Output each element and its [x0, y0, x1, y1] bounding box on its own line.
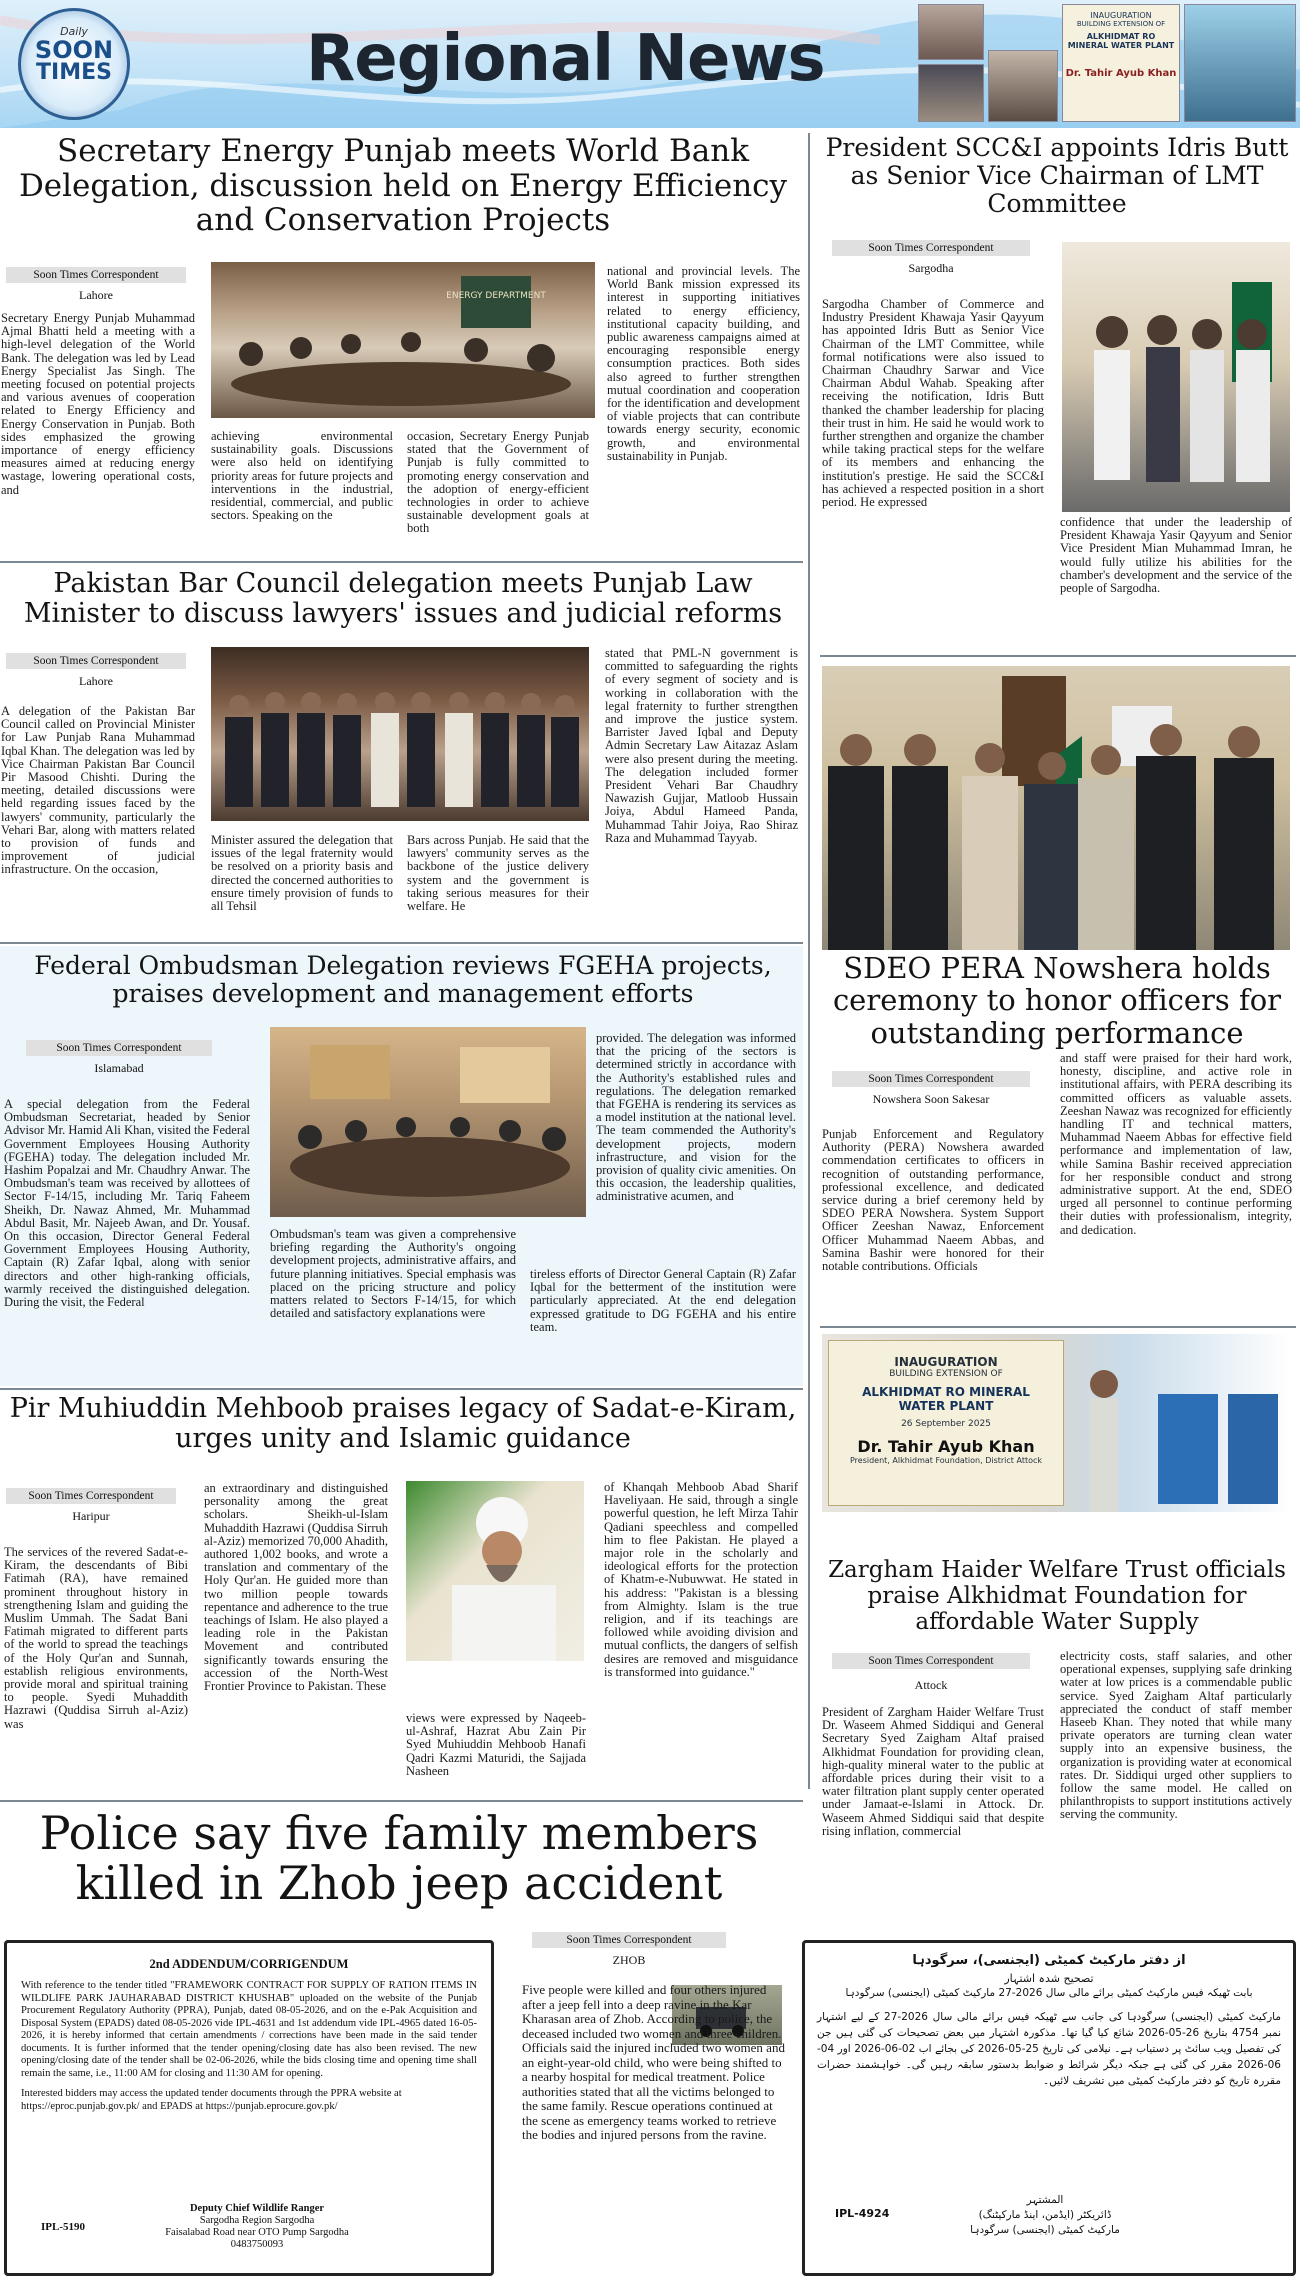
article-text: national and provincial levels. The World Bank mission expressed its interest in supporting initiatives related to energy efficiency, institutional capacity building, and public awareness campaigns aimed at encouraging responsible energy consumption practices. Both sides also agreed to further strengthen mutual coordination and cooperation for the identification and development of viable projects that can contribute towards energy security, economic growth, and environmental sustainability in Punjab.: [607, 265, 800, 463]
byline-correspondent: Soon Times Correspondent: [832, 1071, 1030, 1087]
headline-ombudsman: Federal Ombudsman Delegation reviews FGEHA projects, praises development and management efforts: [34, 951, 772, 1008]
photo-energy-meeting: [211, 262, 595, 418]
ad-signature: [157, 2203, 357, 2251]
ad-title: 2nd ADDENDUM/CORRIGENDUM: [149, 1957, 349, 1971]
article-text: Bars across Punjab. He said that the lawyers' community serves as the backbone of the justice delivery system and the government is taking serious measures for their welfare. He: [407, 834, 589, 914]
section-divider: [0, 942, 803, 944]
plaque-subtitle: President, Alkhidmat Foundation, District Attock: [849, 1456, 1043, 1465]
photo-alkhidmat-plant: [822, 1334, 1292, 1512]
article-text: stated that PML-N government is committed to safeguarding the rights of every segment of society and is working in collaboration with the legal fraternity to further strengthen and improve the justice system. Barrister Javed Iqbal and Deputy Admin Secretary Law Aitazaz Aslam were also present during the meeting. The delegation included former President Vehari Bar Chaudhry Nawazish Gujjar, Matloob Hussain Joiya, Abdul Hameed Panda, Muhammad Tahir Joiya, Rao Shiraz Raza and Muhammad Tayyab.: [605, 647, 798, 845]
tender-advertisement: [4, 1940, 494, 2276]
byline-correspondent: Soon Times Correspondent: [6, 653, 186, 669]
ceremony-illustration: [822, 666, 1290, 950]
byline-correspondent: Soon Times Correspondent: [26, 1040, 212, 1056]
ombudsman-meeting-illustration: [270, 1027, 586, 1217]
photo-bar-council: [211, 647, 589, 821]
ad-sig-line-2: Sargodha Region Sargodha: [199, 2215, 315, 2226]
article-text: of Khanqah Mehboob Abad Sharif Haveliyaan. He said, through a single powerful question, he left Mirza Tahir Qadiani speechless and compelled him to flee Pakistan. He played a major role in the scholarly and ideological efforts for the protection of Khatm-e-Nubuwwat. He stated in his address: "Pakistan is a blessing from Almighty. Islam is the true religion, and if its teachings are followed while avoiding division and mutual conflicts, the dangers of selfish desires are removed and misguidance is transformed into guidance.": [604, 1481, 798, 1679]
article-text: achieving environmental sustainability goals. Discussions were also held on identifying priority areas for future projects and interventions in the industrial, residential, commercial, and public sectors. Speaking on the: [211, 430, 393, 523]
scholar-illustration: [406, 1481, 584, 1661]
column-divider: [808, 133, 810, 1789]
article-text: A special delegation from the Federal Ombudsman Secretariat, headed by Senior Advisor Mr. Hamid Ali Khan, visited the Federal Government Employees Housing Authority (FGEHA) today. The delegation included Mr. Hashim Popalzai and Mr. Chaudhry Anwar. The Ombudsman's team was received by allottees of Sector F-14/15, including Mr. Tariq Faheem Sheikh, Dr. Nawaz Ahmed, Mr. Muhammad Abdul Basit, Mr. Najeeb Awan, and Dr. Yousaf. On this occasion, Director General Federal Government Employees Housing Authority, Captain (R) Zafar Iqbal, along with senior directors and other high-ranking officials, warmly received the distinguished delegation. During the visit, the Federal: [4, 1098, 250, 1310]
dateline: ZHOB: [612, 1953, 646, 1967]
masthead: [0, 0, 1300, 128]
logo-daily: Daily: [60, 25, 88, 38]
byline-correspondent: Soon Times Correspondent: [832, 1653, 1030, 1669]
urdu-ad-sig-1: المشتہر: [1026, 2194, 1064, 2206]
byline-correspondent: Soon Times Correspondent: [832, 240, 1030, 256]
section-divider: [0, 1800, 803, 1802]
ad-sig-phone: 0483750093: [230, 2239, 284, 2250]
urdu-ad-line-1: از دفتر مارکیٹ کمیٹی (ایجنسی)، سرگودہا: [912, 1953, 1186, 1968]
masthead-photo-1: [918, 4, 984, 60]
article-text: occasion, Secretary Energy Punjab stated that the Government of Punjab is fully committed to promoting energy conservation and the adoption of energy-efficient technologies in order to achieve sustainable development goals at both: [407, 430, 589, 536]
ad-sig-title: Deputy Chief Wildlife Ranger: [189, 2203, 325, 2214]
dateline: Haripur: [72, 1509, 110, 1523]
plaque-name: Dr. Tahir Ayub Khan: [857, 1437, 1035, 1456]
headline-scci: President SCC&I appoints Idris Butt as Senior Vice Chairman of LMT Committee: [825, 133, 1289, 218]
masthead-photo-3: [988, 50, 1058, 122]
headline-zargham: Zargham Haider Welfare Trust officials praise Alkhidmat Foundation for affordable Water Supply: [828, 1557, 1286, 1635]
ad-sig-line-3: Faisalabad Road near OTO Pump Sargodha: [165, 2227, 349, 2238]
article-text: Sargodha Chamber of Commerce and Industry President Khawaja Yasir Qayyum has appointed Idris Butt as Senior Vice Chairman of the LMT Committee, while formal notifications were also issued to Chairman Chaudhry Sarwar and Vice Chairman Abdul Wahab. Speaking after receiving the notification, Idris Butt thanked the chamber leadership for placing their trust in him. He said he would work to further strengthen and organize the chamber while taking practical steps for the welfare of its members and enhancing the institution's prestige. He said the SCC&I has achieved a respected position in a short period. He expressed: [822, 298, 1044, 510]
meeting-illustration: [211, 262, 595, 418]
promo-line-3: ALKHIDMAT RO MINERAL WATER PLANT: [1067, 32, 1175, 50]
logo-times: TIMES: [36, 60, 112, 85]
section-divider: [820, 1326, 1296, 1328]
article-text: provided. The delegation was informed that the pricing of the sectors is determined strictly in accordance with the Authority's established rules and regulations. The delegation remarked that FGEHA is rendering its services as a model institution at the national level. The team commended the Authority's development projects, modern infrastructure, and vision for the provision of quality civic amenities. On this occasion, the leadership qualities, administrative acumen, and: [596, 1032, 796, 1204]
promo-line-1: INAUGURATION: [1090, 11, 1152, 20]
article-text: Punjab Enforcement and Regulatory Authority (PERA) Nowshera awarded commendation certificates to officers in recognition of outstanding performance, professional excellence, and dedicated service during a brief ceremony held by SDEO PERA Nowshera. System Support Officer Zeeshan Nawaz, Enforcement Officer Muhammad Naeem Abbas, and Samina Bashir were honored for their notable contributions. Officials: [822, 1128, 1044, 1274]
urdu-ad-line-3: بابت ٹھیکہ فیس مارکیٹ کمیٹی برائے مالی سال 2026-27 مارکیٹ کمیٹی (ایجنسی) سرگودہا: [845, 1987, 1253, 1999]
headline-pir-muhiuddin: Pir Muhiuddin Mehboob praises legacy of Sadat-e-Kiram, urges unity and Islamic guidance: [9, 1393, 797, 1455]
article-text: A delegation of the Pakistan Bar Council called on Provincial Minister for Law Punjab Rana Muhammad Iqbal Khan. The delegation was led by Vice Chairman Pakistan Bar Council Pir Masood Chishti. During the meeting, detailed discussions were held regarding issues faced by the lawyers' community, particularly the Vehari Bar, along with matters related to provision of funds and improvement of judicial infrastructure. On the occasion,: [1, 705, 195, 877]
urdu-ad-sig-2: ڈائریکٹر (ایڈمن، اینڈ مارکیٹنگ): [978, 2209, 1112, 2221]
ad-body: With reference to the tender titled "FRAMEWORK CONTRACT FOR SUPPLY OF RATION ITEMS IN WILDLIFE PARK JAUHARABAD DISTRICT KHUSHAB" uploaded on the website of the Punjab Procurement Regulatory Authority (PPRA), Punjab, dated 08-05-2026, and on the e-Pak Acquisition and Disposal System (EPADS) dated 08-05-2026 vide IPL-4631 and 1st addendum vide IPL-4965 dated 16-05-2026, it is hereby informed that certain amendments / corrections have been made in the said tender documents. It is further informed that the tender opening/closing date has also been revised. The new opening/closing date of the tender shall be 02-06-2026, while the bids closing time and opening time shall remain the same, i.e., 11:00 AM for closing and 11:30 AM for opening.: [21, 1980, 477, 2079]
urdu-ad-body: مارکیٹ کمیٹی (ایجنسی) سرگودہا کی جانب سے ٹھیکہ فیس برائے مالی سال 2026-27 کے لیے اشتہار نمبر 4754 بتاریخ 26-05-2026 شائع کیا گیا تھا۔ مذکورہ اشتہار میں بعض تصحیحات کی گئی ہیں جن کی تفصیل ویب سائٹ پر دستیاب ہے۔ نیلامی کی تاریخ 25-05-2026 کی بجائے اب 02-06-2026 اور 04-06-2026 مقرر کی گئی ہے جبکہ دیگر شرائط و ضوابط بدستور سابقہ رہیں گی۔ خواہشمند حضرات مقررہ تاریخ کو دفتر مارکیٹ کمیٹی میں تشریف لائیں۔: [817, 2011, 1281, 2087]
article-text: an extraordinary and distinguished personality among the great scholars. Sheikh-ul-Islam Muhaddith Hazrawi (Quddisa Sirruh al-Aziz) memorized 70,000 Ahadith, authored 1,002 books, and wrote a translation and commentary of the Holy Qur'an. He guided more than two million people towards repentance and adherence to the true teachings of Islam. He also played a leading role in the Pakistan Movement and contributed significantly towards ensuring the accession of the North-West Frontier Province to Pakistan. These: [204, 1482, 388, 1694]
photo-pera-ceremony: [822, 666, 1290, 950]
section-divider: [0, 1388, 803, 1390]
byline-correspondent: Soon Times Correspondent: [532, 1932, 726, 1948]
promo-name: Dr. Tahir Ayub Khan: [1065, 68, 1177, 79]
ad-ref: IPL-5190: [41, 2221, 85, 2233]
headline-pera: SDEO PERA Nowshera holds ceremony to honor officers for outstanding performance: [832, 951, 1282, 1050]
article-text: confidence that under the leadership of President Khawaja Yasir Qayyum and Senior Vice President Mian Muhammad Imran, he would fully utilize his abilities for the chamber's development and the service of the people of Sargodha.: [1060, 516, 1292, 596]
urdu-advertisement: [802, 1940, 1296, 2276]
masthead-photo-4: [1184, 4, 1296, 122]
dateline: Nowshera Soon Sakesar: [872, 1092, 990, 1106]
plaque-line-3: ALKHIDMAT RO MINERAL WATER PLANT: [862, 1385, 1030, 1413]
article-text: Secretary Energy Punjab Muhammad Ajmal Bhatti held a meeting with a high-level delegation of the World Bank. The delegation was led by Lead Energy Specialist Jas Singh. The meeting focused on potential projects and various avenues of cooperation related to Energy Efficiency and Energy Conservation in Punjab. Both sides emphasized the growing importance of energy efficiency measures aimed at reducing energy wastage, lowering operational costs, and: [1, 312, 195, 497]
urdu-ad-sig-3: مارکیٹ کمیٹی (ایجنسی) سرگودہا: [970, 2224, 1120, 2236]
delegation-illustration: [211, 647, 589, 821]
urdu-ad-line-2: تصحیح شدہ اشتہار: [1004, 1972, 1094, 1985]
article-text: President of Zargham Haider Welfare Trust Dr. Waseem Ahmed Siddiqui and General Secretary Syed Zaigham Altaf praised Alkhidmat Foundation for providing clean, high-quality mineral water to the public at affordable prices during their visit to a water filtration plant supply center operated under Jamaat-e-Islami in Attock. Dr. Waseem Ahmed Siddiqui said that despite rising inflation, commercial: [822, 1706, 1044, 1838]
dateline: Islamabad: [94, 1061, 144, 1075]
water-plant-illustration: [1068, 1334, 1292, 1512]
newspaper-logo: [18, 8, 130, 120]
dateline: Lahore: [79, 674, 113, 688]
article-text: tireless efforts of Director General Captain (R) Zafar Iqbal for the betterment of the institution were particularly appreciated. At the end delegation expressed gratitude to DG FGEHA and his entire team.: [530, 1268, 796, 1334]
dateline: Attock: [914, 1678, 948, 1692]
photo-scci-appointment: [1062, 242, 1290, 512]
dateline: Sargodha: [908, 261, 954, 275]
dateline: Lahore: [79, 288, 113, 302]
plaque-date: 26 September 2025: [901, 1419, 991, 1429]
article-text: views were expressed by Naqeeb-ul-Ashraf, Hazrat Abu Zain Pir Syed Muhiuddin Mehboob Hanafi Qadri Kazmi Maturidi, the Sajjada Nasheen: [406, 1712, 586, 1778]
section-divider: [820, 655, 1296, 657]
headline-bar-council: Pakistan Bar Council delegation meets Punjab Law Minister to discuss lawyers' issues and judicial reforms: [23, 568, 783, 630]
photo-ombudsman-meeting: [270, 1027, 586, 1217]
urdu-ad-signature: [945, 2193, 1145, 2238]
photo-sign: ENERGY DEPARTMENT: [446, 291, 546, 301]
article-text: and staff were praised for their hard work, honesty, discipline, and active role in institutional affairs, with PERA describing its committed officers as valuable assets. Zeeshan Nawaz was recognized for efficiently handling IT and technical matters, Muhammad Naeem Abbas for effective field performance and implementation of law, while Samina Bashir received appreciation for her responsible conduct and strong administrative support. At the end, SDEO urged all personnel to continue performing their duties with professionalism, integrity, and dedication.: [1060, 1052, 1292, 1237]
article-text: Ombudsman's team was given a comprehensive briefing regarding the Authority's ongoing development projects, administrative affairs, and future planning initiatives. Special emphasis was placed on the pricing structure and policy matters related to Sectors F-14/15, for which detailed and satisfactory explanations were: [270, 1228, 516, 1321]
plaque-line-1: INAUGURATION: [894, 1355, 998, 1369]
headline-energy: Secretary Energy Punjab meets World Bank Delegation, discussion held on Energy Efficiency and Conservation Projects: [18, 133, 788, 239]
plaque-line-2: BUILDING EXTENSION OF: [889, 1369, 1003, 1379]
masthead-photo-2: [918, 64, 984, 122]
inauguration-plaque: [828, 1340, 1064, 1506]
article-text: The services of the revered Sadat-e-Kiram, the descendants of Bibi Fatimah (RA), have remained prominent throughout history in strengthening Islam and guiding the Muslim Ummah. The Sadat Bani Fatimah migrated to different parts of the world to spread the teachings of the Holy Qur'an and Sunnah, establish religious environments, provide moral and spiritual training to people. Syedi Muhaddith Hazrawi (Quddisa Sirruh al-Aziz) was: [4, 1546, 188, 1731]
article-text: electricity costs, staff salaries, and other operational expenses, supplying safe drinking water at low prices is a commendable public service. Syed Zaigham Altaf particularly appreciated the conduct of staff member Haseeb Khan. They noted that while many private operators are turning clean water supply into an expensive business, the organization is providing water at economical rates. Dr. Siddiqui urged other suppliers to follow the same model. He called on philanthropists to support institutions actively serving the community.: [1060, 1650, 1292, 1822]
photo-pir-muhiuddin: [406, 1481, 584, 1661]
masthead-promo: [1062, 4, 1180, 122]
promo-line-2: BUILDING EXTENSION OF: [1076, 20, 1166, 28]
byline-correspondent: Soon Times Correspondent: [6, 267, 186, 283]
ad-note: Interested bidders may access the updated tender documents through the PPRA website at https://eproc.punjab.gov.pk/ and EPADS at https://punjab.eprocure.gov.pk/: [21, 2088, 402, 2112]
logo-soon: SOON: [34, 36, 114, 64]
masthead-title: Regional News: [306, 22, 825, 96]
appointment-illustration: [1062, 242, 1290, 512]
section-divider: [0, 561, 803, 563]
urdu-ad-ref: IPL-4924: [835, 2207, 890, 2220]
headline-zhob: Police say five family members killed in Zhob jeep accident: [39, 1806, 759, 1910]
byline-correspondent: Soon Times Correspondent: [6, 1488, 176, 1504]
article-text: Minister assured the delegation that issues of the legal fraternity would be resolved on a priority basis and directed the concerned authorities to ensure timely provision of funds to all Tehsil: [211, 834, 393, 914]
article-text: Five people were killed and four others injured after a jeep fell into a deep ravine in the Kar Kharasan area of Zhob. According to police, the deceased included two women and three children. Officials said the injured included two women and an eight-year-old child, who were being shifted to a nearby hospital for medical treatment. Police authorities stated that all the victims belonged to the same family. Rescue operations continued at the scene as emergency teams worked to retrieve the bodies and injured persons from the ravine.: [522, 1983, 785, 2142]
